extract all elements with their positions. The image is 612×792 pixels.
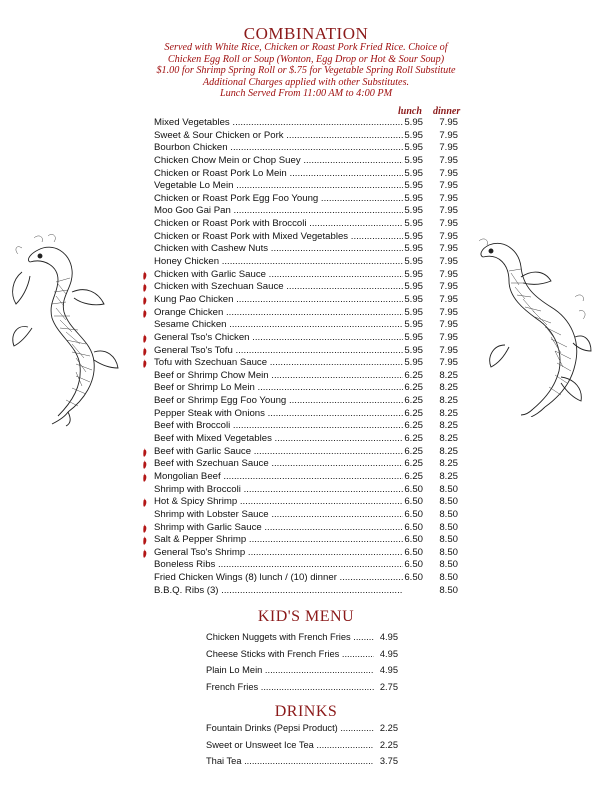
dinner-price: 8.25 bbox=[439, 470, 458, 482]
dinner-price: 7.95 bbox=[439, 281, 458, 293]
lunch-price: 5.95 bbox=[404, 167, 423, 179]
menu-item-row bbox=[142, 231, 472, 244]
lunch-price: 5.95 bbox=[404, 117, 423, 128]
lunch-price: 5.95 bbox=[404, 344, 423, 356]
dinner-price: 7.95 bbox=[439, 142, 458, 154]
lunch-price: 5.95 bbox=[404, 192, 423, 204]
menu-item-name: Honey Chicken ..... bbox=[154, 256, 403, 269]
menu-item-row bbox=[206, 737, 406, 754]
menu-item-row bbox=[142, 168, 472, 181]
dinner-price: 8.25 bbox=[439, 445, 458, 457]
menu-item-row bbox=[142, 281, 472, 294]
lunch-price: 6.50 bbox=[404, 546, 423, 558]
dinner-price: 8.25 bbox=[439, 433, 458, 445]
menu-item-row bbox=[142, 458, 472, 471]
menu-item-name: Plain Lo Mein ..... bbox=[206, 662, 374, 679]
dinner-price: 8.25 bbox=[439, 395, 458, 407]
lunch-price: 5.95 bbox=[404, 142, 423, 154]
menu-item-row bbox=[206, 679, 406, 696]
chili-pepper-icon bbox=[142, 536, 147, 545]
menu-item-price: 4.95 bbox=[379, 648, 398, 659]
menu-item-name: Pepper Steak with Onions ..... bbox=[154, 408, 403, 421]
menu-item-name: Fried Chicken Wings (8) lunch / (10) dinner ..... bbox=[154, 572, 403, 585]
chili-pepper-icon bbox=[142, 309, 147, 318]
menu-item-price: 2.25 bbox=[379, 723, 398, 733]
dinner-price: 8.50 bbox=[439, 521, 458, 533]
menu-item-name: Chicken or Roast Pork with Broccoli ..... bbox=[154, 218, 403, 231]
menu-item-name: Mongolian Beef ..... bbox=[154, 471, 403, 484]
menu-item-row bbox=[206, 753, 406, 770]
menu-item-row bbox=[142, 382, 472, 395]
lunch-price: 5.95 bbox=[404, 205, 423, 217]
lunch-price: 6.50 bbox=[404, 521, 423, 533]
lunch-price: 5.95 bbox=[404, 306, 423, 318]
menu-item-name: Chicken with Cashew Nuts ..... bbox=[154, 243, 403, 256]
dinner-price: 7.95 bbox=[439, 357, 458, 369]
dinner-price: 7.95 bbox=[439, 180, 458, 192]
kids-menu-list bbox=[206, 629, 406, 695]
drinks-list bbox=[206, 720, 406, 770]
menu-item-row bbox=[142, 534, 472, 547]
dinner-price: 7.95 bbox=[439, 205, 458, 217]
chili-pepper-icon bbox=[142, 347, 147, 356]
menu-item-name: Beef or Shrimp Egg Foo Young ..... bbox=[154, 395, 403, 408]
description-line: Served with White Rice, Chicken or Roast Pork Fried Rice. Choice of bbox=[164, 42, 448, 53]
lunch-price: 5.95 bbox=[404, 180, 423, 192]
dinner-price: 7.95 bbox=[439, 154, 458, 166]
menu-item-name: Bourbon Chicken ..... bbox=[154, 142, 403, 155]
kids-menu-title: KID'S MENU bbox=[257, 608, 355, 625]
menu-item-row bbox=[142, 130, 472, 143]
menu-item-row bbox=[142, 193, 472, 206]
dinner-price: 8.50 bbox=[439, 496, 458, 508]
menu-item-row bbox=[142, 509, 472, 522]
menu-item-row bbox=[142, 319, 472, 332]
lunch-price: 6.25 bbox=[404, 395, 423, 407]
lunch-price: 5.95 bbox=[404, 319, 423, 331]
menu-item-name: Shrimp with Broccoli ..... bbox=[154, 484, 403, 497]
dinner-price: 8.25 bbox=[439, 382, 458, 394]
menu-item-name: Tofu with Szechuan Sauce ..... bbox=[154, 357, 403, 370]
menu-item-name: Shrimp with Garlic Sauce ..... bbox=[154, 522, 403, 535]
menu-item-name: Beef or Shrimp Lo Mein ..... bbox=[154, 382, 403, 395]
dinner-price: 8.50 bbox=[439, 508, 458, 520]
menu-item-name: Shrimp with Lobster Sauce ..... bbox=[154, 509, 403, 522]
dinner-price: 7.95 bbox=[439, 218, 458, 230]
lunch-price: 6.50 bbox=[404, 572, 423, 584]
lunch-price: 6.25 bbox=[404, 433, 423, 445]
lunch-price: 6.25 bbox=[404, 470, 423, 482]
lunch-price: 6.25 bbox=[404, 445, 423, 457]
dinner-column-header: dinner bbox=[433, 106, 461, 117]
menu-item-name: Beef with Mixed Vegetables ..... bbox=[154, 433, 403, 446]
chili-pepper-icon bbox=[142, 359, 147, 368]
description-line: Chicken Egg Roll or Soup (Wonton, Egg Drop or Hot & Sour Soup) bbox=[167, 53, 445, 65]
menu-item-row bbox=[142, 256, 472, 269]
koi-fish-illustration-right bbox=[475, 237, 593, 417]
menu-item-name: General Tso's Shrimp ..... bbox=[154, 547, 403, 560]
menu-item-price: 2.75 bbox=[379, 681, 398, 692]
menu-item-row bbox=[142, 471, 472, 484]
dinner-price: 7.95 bbox=[439, 331, 458, 343]
lunch-price: 5.95 bbox=[404, 218, 423, 230]
menu-item-row bbox=[206, 646, 406, 663]
menu-item-row bbox=[142, 420, 472, 433]
menu-item-name: Salt & Pepper Shrimp ..... bbox=[154, 534, 403, 547]
menu-item-row bbox=[142, 395, 472, 408]
menu-item-name: Chicken or Roast Pork with Mixed Vegetables ..... bbox=[154, 231, 403, 244]
dinner-price: 7.95 bbox=[439, 306, 458, 318]
chili-pepper-icon bbox=[142, 283, 147, 292]
menu-item-row bbox=[142, 484, 472, 497]
menu-item-name: Moo Goo Gai Pan ..... bbox=[154, 205, 403, 218]
menu-item-row bbox=[142, 559, 472, 572]
combination-description bbox=[120, 42, 492, 100]
dinner-price: 8.25 bbox=[439, 458, 458, 470]
chili-pepper-icon bbox=[142, 460, 147, 469]
menu-item-row bbox=[142, 522, 472, 535]
menu-item-name: Mixed Vegetables ..... bbox=[154, 117, 403, 130]
drinks-title: DRINKS bbox=[274, 703, 338, 720]
lunch-price: 6.25 bbox=[404, 382, 423, 394]
menu-item-row bbox=[206, 720, 406, 737]
lunch-price: 5.95 bbox=[404, 357, 423, 369]
lunch-price: 6.50 bbox=[404, 483, 423, 495]
dinner-price: 8.25 bbox=[439, 407, 458, 419]
menu-item-name: Kung Pao Chicken ..... bbox=[154, 294, 403, 307]
lunch-price: 6.50 bbox=[404, 508, 423, 520]
combination-list bbox=[142, 117, 472, 597]
menu-item-row bbox=[142, 218, 472, 231]
menu-item-name: Sweet or Unsweet Ice Tea ..... bbox=[206, 737, 374, 754]
combination-title: COMBINATION bbox=[243, 24, 369, 43]
menu-item-row bbox=[142, 205, 472, 218]
menu-item-row bbox=[142, 496, 472, 509]
menu-item-price: 3.75 bbox=[379, 756, 398, 767]
description-line: $1.00 for Shrimp Spring Roll or $.75 for Vegetable Spring Roll Substitute bbox=[156, 65, 456, 77]
menu-item-name: Chicken Chow Mein or Chop Suey ..... bbox=[154, 155, 403, 168]
menu-item-name: Chicken with Szechuan Sauce ..... bbox=[154, 281, 403, 294]
dinner-price: 8.25 bbox=[439, 369, 458, 381]
menu-item-price: 4.95 bbox=[379, 665, 398, 676]
description-line: Additional Charges applied with other Substitutes. bbox=[202, 76, 410, 88]
dinner-price: 7.95 bbox=[439, 256, 458, 268]
menu-item-name: Chicken or Roast Pork Egg Foo Young ..... bbox=[154, 193, 403, 206]
lunch-price: 6.50 bbox=[404, 559, 423, 571]
lunch-price: 6.50 bbox=[404, 496, 423, 508]
menu-item-name: French Fries ..... bbox=[206, 679, 374, 696]
lunch-price: 5.95 bbox=[404, 281, 423, 293]
menu-item-row bbox=[142, 572, 472, 585]
lunch-price: 5.95 bbox=[404, 331, 423, 343]
menu-item-name: Fountain Drinks (Pepsi Product) ..... bbox=[206, 720, 374, 737]
menu-item-name: Vegetable Lo Mein ..... bbox=[154, 180, 403, 193]
menu-item-name: General Tso's Tofu ..... bbox=[154, 345, 403, 358]
dinner-price: 8.50 bbox=[439, 572, 458, 584]
menu-item-row bbox=[142, 307, 472, 320]
menu-item-name: Chicken with Garlic Sauce ..... bbox=[154, 269, 403, 282]
lunch-price: 5.95 bbox=[404, 293, 423, 305]
dinner-price: 7.95 bbox=[439, 167, 458, 179]
dinner-price: 7.95 bbox=[439, 230, 458, 242]
menu-item-row bbox=[206, 662, 406, 679]
dinner-price: 7.95 bbox=[439, 192, 458, 204]
lunch-price: 6.25 bbox=[404, 369, 423, 381]
menu-item-name: Boneless Ribs ..... bbox=[154, 559, 403, 572]
dinner-price: 8.50 bbox=[439, 559, 458, 571]
menu-item-name: Hot & Spicy Shrimp ..... bbox=[154, 496, 403, 509]
dinner-price: 7.95 bbox=[439, 319, 458, 331]
menu-item-name: Thai Tea ..... bbox=[206, 753, 374, 770]
menu-item-name: B.B.Q. Ribs (3) ..... bbox=[154, 585, 403, 598]
dinner-price: 7.95 bbox=[439, 344, 458, 356]
menu-item-name: Beef with Broccoli ..... bbox=[154, 420, 403, 433]
lunch-column-header: lunch bbox=[398, 106, 422, 117]
lunch-price: 5.95 bbox=[404, 154, 423, 166]
menu-item-name: Beef with Szechuan Sauce ..... bbox=[154, 458, 403, 471]
lunch-price: 6.25 bbox=[404, 407, 423, 419]
menu-item-row bbox=[142, 433, 472, 446]
chili-pepper-icon bbox=[142, 271, 147, 280]
menu-item-name: Sweet & Sour Chicken or Pork ..... bbox=[154, 130, 403, 143]
chili-pepper-icon bbox=[142, 296, 147, 305]
dinner-price: 8.50 bbox=[439, 546, 458, 558]
description-line: Lunch Served From 11:00 AM to 4:00 PM bbox=[219, 88, 393, 100]
menu-item-row bbox=[142, 142, 472, 155]
menu-item-row bbox=[142, 180, 472, 193]
menu-item-name: Cheese Sticks with French Fries ..... bbox=[206, 646, 374, 663]
menu-item-row bbox=[142, 294, 472, 307]
menu-item-row bbox=[142, 269, 472, 282]
menu-item-name: Beef or Shrimp Chow Mein ..... bbox=[154, 370, 403, 383]
chili-pepper-icon bbox=[142, 549, 147, 558]
menu-item-name: Chicken Nuggets with French Fries ..... bbox=[206, 629, 374, 646]
chili-pepper-icon bbox=[142, 498, 147, 507]
lunch-price: 5.95 bbox=[404, 230, 423, 242]
menu-item-name: Beef with Garlic Sauce ..... bbox=[154, 446, 403, 459]
lunch-price: 5.95 bbox=[404, 243, 423, 255]
dinner-price: 7.95 bbox=[439, 243, 458, 255]
dinner-price: 8.50 bbox=[439, 483, 458, 495]
menu-item-row bbox=[142, 243, 472, 256]
menu-item-row bbox=[142, 585, 472, 598]
chili-pepper-icon bbox=[142, 473, 147, 482]
dinner-price: 8.50 bbox=[439, 584, 458, 596]
menu-item-row bbox=[142, 370, 472, 383]
lunch-price: 5.95 bbox=[404, 129, 423, 141]
lunch-price: 6.50 bbox=[404, 534, 423, 546]
menu-item-price: 4.95 bbox=[379, 632, 398, 642]
menu-item-name: General Tso's Chicken ..... bbox=[154, 332, 403, 345]
chili-pepper-icon bbox=[142, 524, 147, 533]
dinner-price: 7.95 bbox=[439, 293, 458, 305]
lunch-price: 6.25 bbox=[404, 420, 423, 432]
menu-item-row bbox=[142, 357, 472, 370]
menu-item-row bbox=[142, 332, 472, 345]
menu-item-row bbox=[142, 155, 472, 168]
dinner-price: 7.95 bbox=[439, 268, 458, 280]
lunch-price: 5.95 bbox=[404, 256, 423, 268]
lunch-price: 6.25 bbox=[404, 458, 423, 470]
menu-item-row bbox=[142, 117, 472, 130]
menu-item-name: Chicken or Roast Pork Lo Mein ..... bbox=[154, 168, 403, 181]
menu-item-row bbox=[206, 629, 406, 646]
menu-item-row bbox=[142, 446, 472, 459]
menu-item-row bbox=[142, 547, 472, 560]
dinner-price: 7.95 bbox=[439, 129, 458, 141]
menu-item-row bbox=[142, 408, 472, 421]
menu-item-name: Orange Chicken ..... bbox=[154, 307, 403, 320]
menu-item-name: Sesame Chicken ..... bbox=[154, 319, 403, 332]
menu-item-row bbox=[142, 345, 472, 358]
chili-pepper-icon bbox=[142, 334, 147, 343]
koi-fish-illustration-left bbox=[8, 232, 123, 427]
menu-item-price: 2.25 bbox=[379, 739, 398, 750]
dinner-price: 7.95 bbox=[439, 117, 458, 128]
chili-pepper-icon bbox=[142, 448, 147, 457]
lunch-price: 5.95 bbox=[404, 268, 423, 280]
dinner-price: 8.25 bbox=[439, 420, 458, 432]
dinner-price: 8.50 bbox=[439, 534, 458, 546]
